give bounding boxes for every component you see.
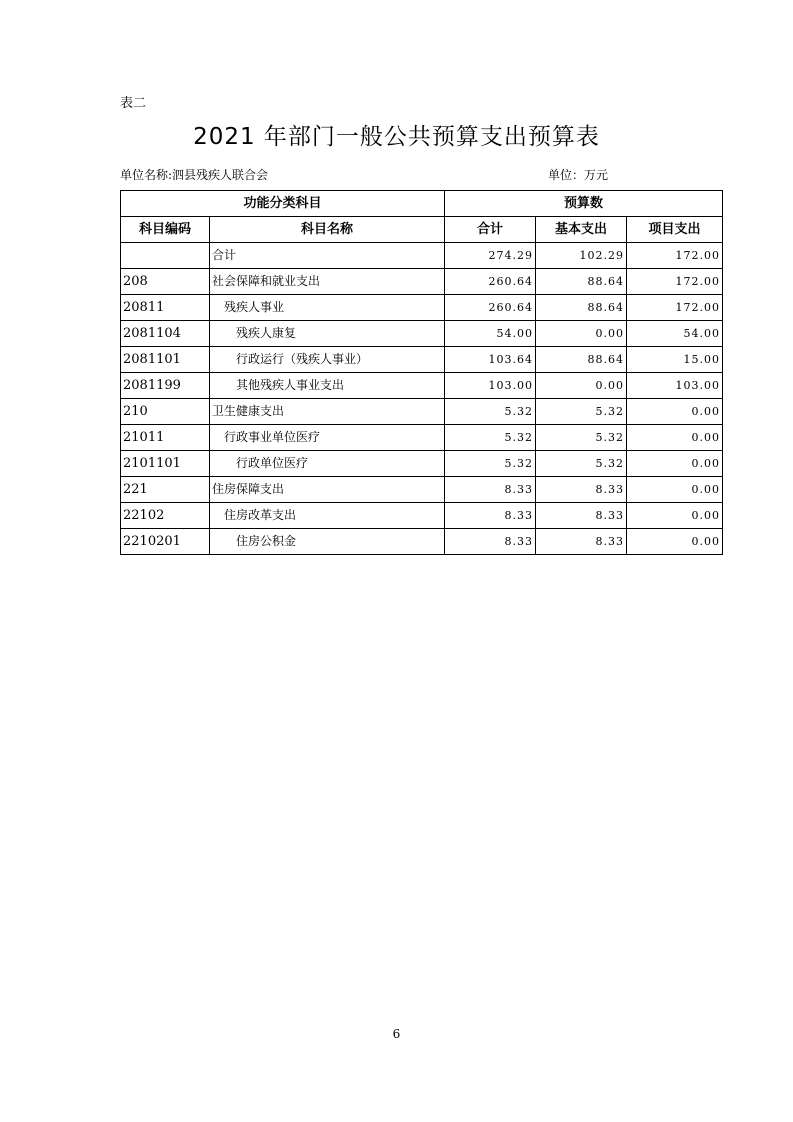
cell-project: 172.00: [627, 269, 723, 295]
cell-basic: 8.33: [536, 529, 627, 555]
cell-basic: 88.64: [536, 347, 627, 373]
cell-total: 5.32: [445, 399, 536, 425]
unit-name: 单位名称:泗县残疾人联合会: [120, 168, 269, 182]
page-title: 2021 年部门一般公共预算支出预算表: [193, 124, 600, 150]
cell-name: 行政单位医疗: [210, 451, 445, 477]
cell-project: 54.00: [627, 321, 723, 347]
cell-name: 残疾人事业: [210, 295, 445, 321]
cell-code: 2101101: [121, 451, 210, 477]
cell-code: [121, 243, 210, 269]
cell-project: 172.00: [627, 243, 723, 269]
cell-basic: 5.32: [536, 451, 627, 477]
cell-code: 2081101: [121, 347, 210, 373]
cell-code: 210: [121, 399, 210, 425]
group-header-row: [121, 191, 723, 217]
table-row: [121, 321, 723, 347]
cell-project: 0.00: [627, 425, 723, 451]
cell-basic: 88.64: [536, 295, 627, 321]
cell-basic: 102.29: [536, 243, 627, 269]
cell-name: 住房保障支出: [210, 477, 445, 503]
cell-project: 0.00: [627, 503, 723, 529]
table-row: [121, 269, 723, 295]
cell-code: 208: [121, 269, 210, 295]
cell-total: 8.33: [445, 529, 536, 555]
table-row: [121, 529, 723, 555]
cell-project: 0.00: [627, 451, 723, 477]
cell-code: 22102: [121, 503, 210, 529]
function-category-header: 功能分类科目: [121, 191, 445, 217]
cell-basic: 5.32: [536, 425, 627, 451]
cell-total: 8.33: [445, 503, 536, 529]
cell-basic: 88.64: [536, 269, 627, 295]
table-row: [121, 373, 723, 399]
column-header-project: 项目支出: [627, 217, 723, 243]
cell-basic: 5.32: [536, 399, 627, 425]
cell-total: 5.32: [445, 425, 536, 451]
cell-project: 0.00: [627, 529, 723, 555]
cell-name: 卫生健康支出: [210, 399, 445, 425]
cell-name: 住房公积金: [210, 529, 445, 555]
table-body: [121, 243, 723, 555]
cell-total: 5.32: [445, 451, 536, 477]
table-label: 表二: [120, 96, 147, 111]
cell-total: 54.00: [445, 321, 536, 347]
column-header-row: [121, 217, 723, 243]
unit-currency: 单位：万元: [548, 168, 609, 182]
cell-total: 274.29: [445, 243, 536, 269]
cell-project: 0.00: [627, 477, 723, 503]
cell-total: 260.64: [445, 295, 536, 321]
cell-name: 其他残疾人事业支出: [210, 373, 445, 399]
cell-basic: 0.00: [536, 373, 627, 399]
cell-code: 221: [121, 477, 210, 503]
cell-code: 2081199: [121, 373, 210, 399]
cell-project: 0.00: [627, 399, 723, 425]
column-header-basic: 基本支出: [536, 217, 627, 243]
table-row: [121, 347, 723, 373]
column-header-name: 科目名称: [210, 217, 445, 243]
cell-basic: 8.33: [536, 477, 627, 503]
cell-name: 合计: [210, 243, 445, 269]
table-row: [121, 295, 723, 321]
cell-basic: 8.33: [536, 503, 627, 529]
cell-total: 103.00: [445, 373, 536, 399]
column-header-total: 合计: [445, 217, 536, 243]
table-row: [121, 399, 723, 425]
cell-basic: 0.00: [536, 321, 627, 347]
cell-name: 住房改革支出: [210, 503, 445, 529]
cell-name: 残疾人康复: [210, 321, 445, 347]
cell-project: 103.00: [627, 373, 723, 399]
cell-project: 15.00: [627, 347, 723, 373]
cell-name: 行政事业单位医疗: [210, 425, 445, 451]
cell-code: 2210201: [121, 529, 210, 555]
cell-total: 8.33: [445, 477, 536, 503]
cell-code: 21011: [121, 425, 210, 451]
cell-code: 2081104: [121, 321, 210, 347]
cell-project: 172.00: [627, 295, 723, 321]
table-row: [121, 477, 723, 503]
budget-amount-header: 预算数: [445, 191, 723, 217]
table-row: [121, 451, 723, 477]
table-row: [121, 243, 723, 269]
cell-total: 103.64: [445, 347, 536, 373]
cell-name: 行政运行（残疾人事业）: [210, 347, 445, 373]
page-number: 6: [392, 1027, 401, 1041]
table-row: [121, 503, 723, 529]
column-header-code: 科目编码: [121, 217, 210, 243]
cell-total: 260.64: [445, 269, 536, 295]
cell-name: 社会保障和就业支出: [210, 269, 445, 295]
table-row: [121, 425, 723, 451]
cell-code: 20811: [121, 295, 210, 321]
table-header: [121, 191, 723, 243]
budget-table: [120, 190, 723, 555]
